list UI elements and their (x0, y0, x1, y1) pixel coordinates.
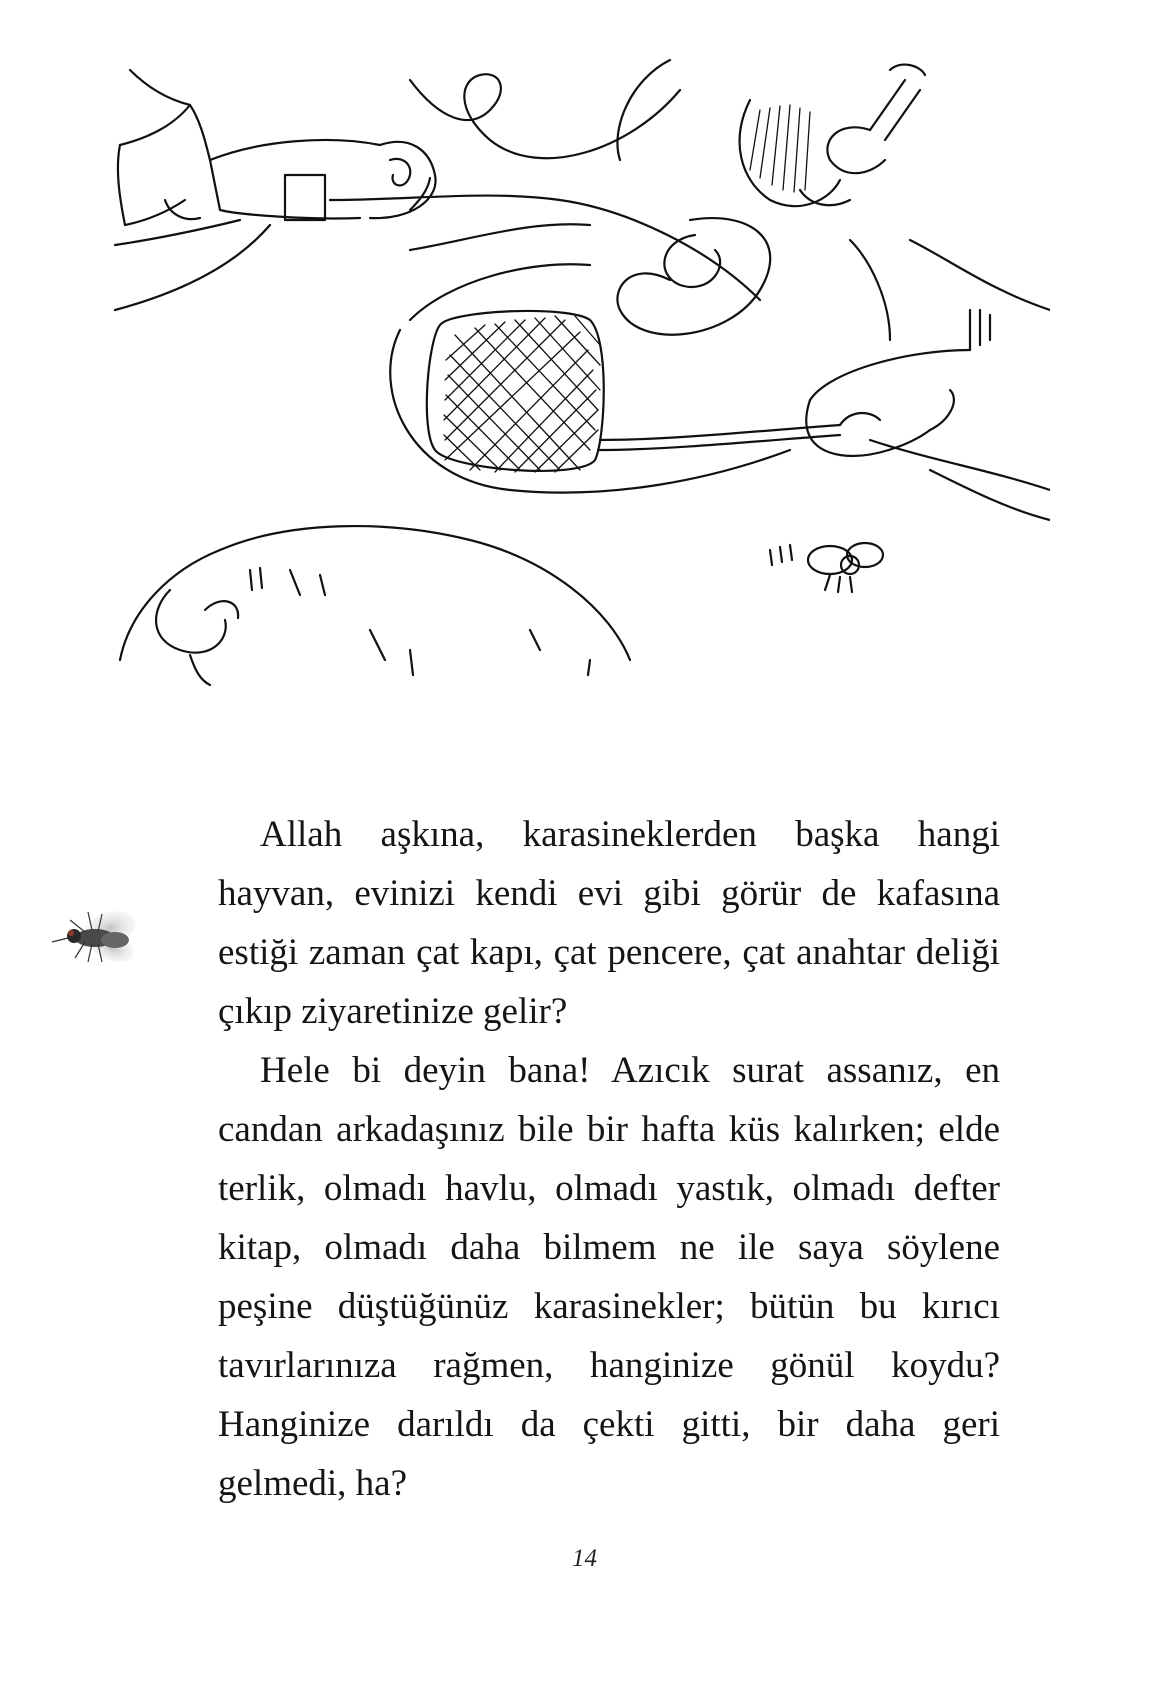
page-number: 14 (572, 1545, 597, 1572)
paragraph-2: Hele bi deyin bana! Azıcık surat assanız, en candan arkadaşınız bile bir hafta küs kalırken; elde terlik, olmadı havlu, olmadı yastık, olmadı defter kitap, olmadı daha bilmem ne ile saya söylene peşine düştüğünüz karasinekler; bütün bu kırıcı tavırlarınıza rağmen, hanginize gönül koydu? Hanginize darıldı da çekti gitti, bir daha geri gelmedi, ha? (218, 1050, 1000, 1504)
body-text (218, 805, 1000, 1513)
paragraph-1: Allah aşkına, karasineklerden başka hangi hayvan, evinizi kendi evi gibi görür de kafasına estiği zaman çat kapı, çat pencere, çat anahtar deliği çıkıp ziyaretinize gelir? (218, 814, 1000, 1032)
chase-illustration (110, 50, 1050, 760)
housefly-icon (40, 890, 150, 980)
